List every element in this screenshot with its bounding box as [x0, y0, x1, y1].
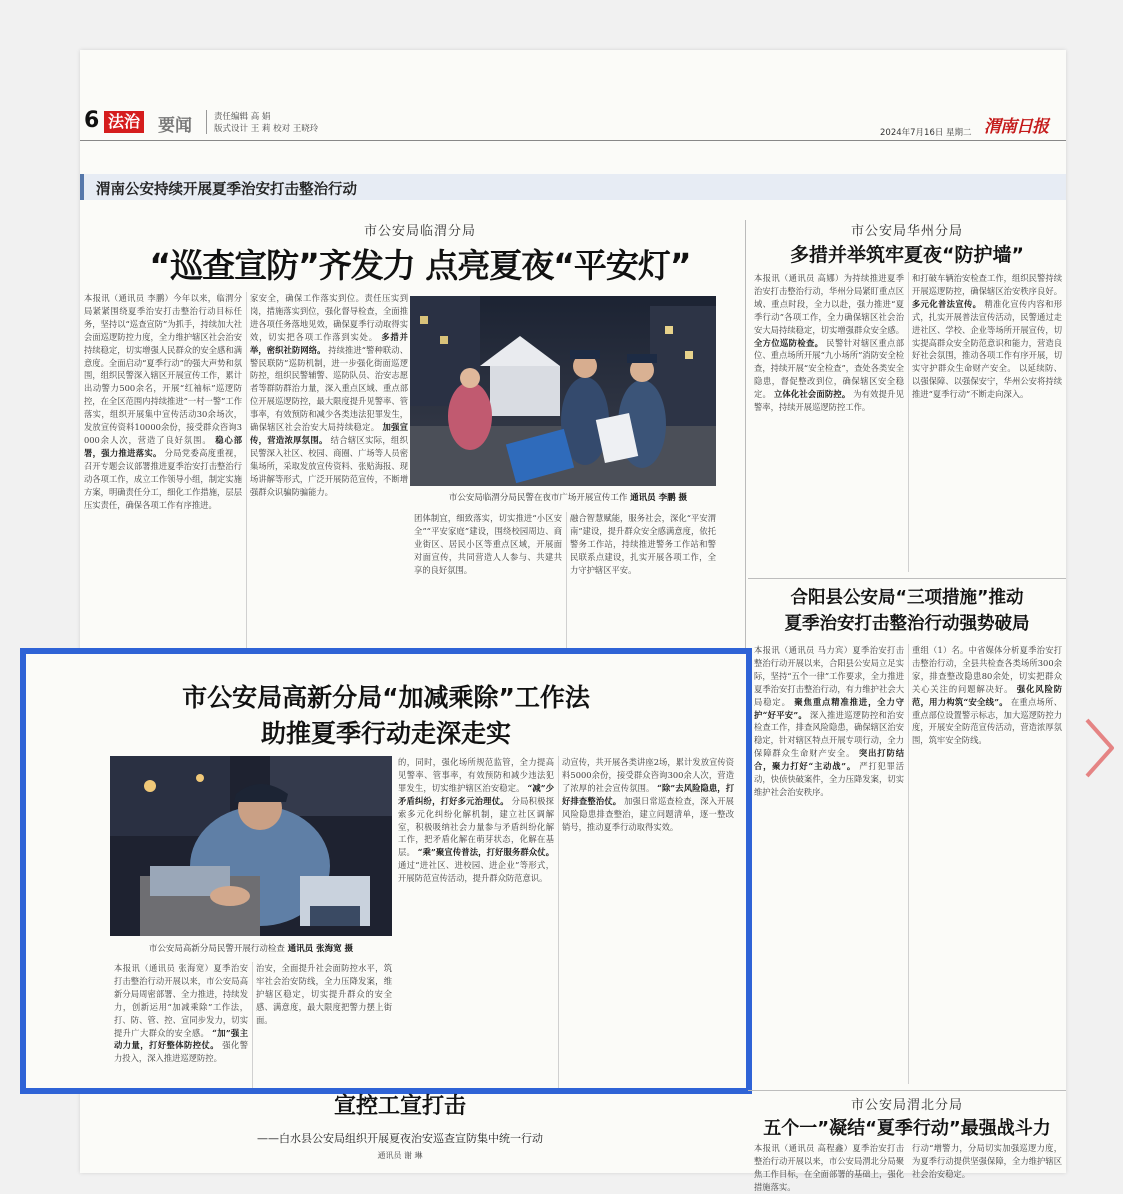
article1-col2-text-c: 结合辖区实际，组织民警深入社区、校园、商圈、广场等人员密集场所，采取发放宣传资料、张贴海报、现场讲解等形式，广泛开展防范宣传，不断增强群众识骗防骗能力。 [250, 434, 408, 497]
section-tag-secondary: 要闻 [158, 116, 192, 136]
article4-subhead-4: “除”去风险隐患，打好排查整治仗。 [562, 782, 735, 806]
article1-col2-text: 家安全，确保工作落实到位。责任压实到岗，措施落实到位，强化督导检查，全面推进各项任务落地见效，确保夏季行动取得实效，切实把各项工作落到实处。 [250, 293, 408, 342]
article1-photo-caption [420, 491, 716, 503]
article6-headline: 五个一”凝结“夏季行动”最强战斗力 [763, 1118, 1051, 1139]
article1-col2-text-b: 持续推进“警种联动、警民联防”巡防机制，进一步强化街面巡逻防控，组织民警辅警、巡防队员、治安志愿者等群防群治力量，深入重点区域、重点部位开展巡逻防控，最大限度提升见警率、管事率，有效预防和减少各类违法犯罪发生，确保辖区社会治安大局持续稳定。 [250, 344, 408, 433]
article5-subline: ——白水县公安局组织开展夏夜治安巡查宣防集中统一行动 [257, 1132, 543, 1145]
editors-line-2: 版式设计 王 莉 校对 王晓玲 [214, 124, 319, 134]
article6-col2: 行动“增警力，分局切实加强巡逻力度，为夏季行动提供坚强保障，全力维护辖区社会治安稳定。 [912, 1143, 1062, 1179]
article3-subhead-1: 聚焦重点精准推进，全力守护“好平安”。 [754, 696, 904, 720]
banner-bar [80, 174, 1066, 200]
article4-photo-caption [110, 942, 392, 954]
article1-col2 [250, 292, 408, 660]
article1-col3: 团体制宜，细致落实，切实推进“小区安全”“平安家庭”建设，围绕校园周边、商业街区、居民小区等重点区域，开展面对面宣传，共同营造人人参与、共建共享的良好氛围。 [414, 513, 562, 575]
article2-headline: 多措并举筑牢夏夜“防护墙” [790, 244, 1024, 266]
masthead-logo: 渭南日报 [984, 117, 1048, 137]
article6-kicker: 市公安局渭北分局 [850, 1098, 963, 1113]
chevron-right-icon [1083, 716, 1117, 780]
article4-col3-text: 的，同时，强化场所规范监管，全力提高见警率、管事率，有效预防和减少违法犯罪发生，切实维护辖区治安稳定。 [398, 757, 554, 793]
article1-subhead-3: 加强宣传，营造浓厚氛围。 [250, 422, 408, 445]
article4-subhead-1: “加”强主动力量，打好整体防控仗。 [114, 1027, 249, 1051]
article4-headline-2: 助推夏季行动走深走实 [260, 719, 511, 748]
article4-col4-text-b: 加强日常巡查检查，深入开展风险隐患排查整治，建立问题清单，逐一整改销号，推动夏季行动取得实效。 [562, 795, 734, 832]
article1-col1-text-b: 分局党委高度重视，召开专题会议部署推进夏季治安打击整治行动各项工作，成立工作领导小组，制定实施方案，明确责任分工，细化工作措施，层层压实责任，确保各项工作有序推进。 [84, 447, 242, 510]
article2-subhead-1: 全方位巡防检查。 [754, 337, 824, 348]
article4-col4 [562, 756, 734, 1088]
article5-headline: 宣控工宣打击 [333, 1094, 466, 1119]
article1-col1-text: 本报讯（通讯员 李鹏）今年以来，临渭分局紧紧围绕夏季治安打击整治行动目标任务，坚持以“巡查宣防”为抓手，持续加大社会面巡逻防控力度，全力维护辖区社会治安持续稳定，切实增强人民群众的安全感和满意度。全面启动“夏季行动”的强大声势和氛围，组织民警深入辖区开展宣传工作，累计出动警力500余名，开展“红袖标”巡逻防控，在全区范围内持续推进“一村一警”工作落实，组织开展集中宣传活动30余场次，发放宣传资料10000余份，接受群众咨询3000余人次，营造了良好氛围。 [84, 293, 242, 445]
article2-col1-text-c: 为有效提升见警率，持续开展巡逻防控工作。 [754, 389, 904, 413]
column-divider [908, 644, 909, 1084]
page-number: 6 [84, 108, 100, 133]
article3-subhead-3: 强化风险防范，用力构筑“安全线”。 [912, 683, 1062, 707]
section-rule [748, 578, 1066, 579]
article4-headline-1: 市公安局高新分局“加减乘除”工作法 [182, 683, 590, 712]
article1-col1 [84, 292, 242, 660]
article5-byline: 通讯员 谢 琳 [377, 1151, 423, 1160]
article2-col2-text-c: 以延续防、以强保障、以强保安宁，华州公安将持续推进“夏季行动”不断走向深入。 [912, 363, 1062, 400]
caption-author: 通讯员 张海宽 摄 [287, 944, 354, 954]
article3-headline-2: 夏季治安打击整治行动强势破局 [784, 614, 1030, 634]
article2-col2-text: 和打破车辆治安检查工作，组织民警持续开展巡逻防控，确保辖区治安秩序良好。 [912, 273, 1062, 296]
article1-photo [410, 296, 716, 486]
section-rule [748, 1090, 1066, 1091]
article4-photo [110, 756, 392, 936]
article3-col2-text-b: 在重点场所、重点部位设置警示标志，加大巡逻防控力度，开展安全防范宣传活动，营造浓厚氛围，筑牢安全防线。 [912, 696, 1062, 746]
article1-col4: 融合智慧赋能，服务社会，深化“平安渭南”建设，提升群众安全感满意度，依托警务工作站，持续推进警务工作站和警民联系点建设，扎实开展各项工作，全力守护辖区平安。 [570, 513, 716, 575]
article2-col2-text-b: 精准化宣传内容和形式，扎实开展普法宣传活动，民警通过走进社区、学校、企业等场所开展宣传，切实提高群众安全防范意识和能力，营造良好社会氛围，推动各项工作有序开展，切实守护群众生命财产安全。 [912, 298, 1062, 374]
article4-col1-text: 本报讯（通讯员 张海宽）夏季治安打击整治行动开展以来，市公安局高新分局周密部署、全力推进，持续发力，创新运用“加减乘除”工作法，打、防、管、控、宣同步发力，切实提升广大群众的安全感。 [114, 963, 248, 1038]
article1-headline: “巡查宣防”齐发力 点亮夏夜“平安灯” [149, 246, 691, 285]
article3-col1 [754, 644, 904, 1084]
article4-highlight-frame[interactable] [20, 648, 752, 1094]
article2-col1-text: 本报讯（通讯员 高娜）为持续推进夏季治安打击整治行动，华州分局紧盯重点区域、重点时段，全力以赴，强力推进“夏季行动”各项工作，全力确保辖区社会治安大局持续稳定，切实增强群众安全感。 [754, 273, 904, 335]
article1-subhead-2: 多措并举，密织社防网络。 [250, 331, 408, 355]
article4-col1 [114, 962, 248, 1088]
column-divider [558, 756, 559, 1088]
section-divider [745, 220, 746, 720]
column-divider [566, 512, 567, 662]
article2-col2 [912, 272, 1062, 572]
newspaper-page [80, 50, 1066, 1192]
column-divider [252, 962, 253, 1088]
caption-text: 市公安局临渭分局民警在夜市广场开展宣传工作 [448, 493, 628, 503]
article3-col1-text: 本报讯（通讯员 马力宾）夏季治安打击整治行动开展以来，合阳县公安局立足实际，坚持“五个一律”工作要求，全力推进夏季治安打击整治行动，有力维护社会大局稳定。 [754, 645, 904, 707]
header-divider [206, 110, 207, 134]
article3-subhead-2: 突出打防结合，聚力打好“主动战”。 [754, 748, 904, 772]
article4-subhead-2: “减”少矛盾纠纷，打好多元治理仗。 [398, 782, 555, 806]
article3-headline-1: 合阳县公安局“三项措施”推动 [790, 588, 1024, 608]
article4-col3-text-b: 分局积极探索多元化纠纷化解机制，建立社区调解室，积极吸纳社会力量参与矛盾纠纷化解工作，把矛盾化解在萌芽状态，化解在基层。 [398, 795, 554, 858]
article2-kicker: 市公安局华州分局 [850, 224, 963, 239]
article4-col1-text-b: 强化警力投入，深入推进巡逻防控。 [114, 1040, 248, 1064]
article2-subhead-2: 立体化社会面防控。 [773, 389, 851, 400]
issue-date: 2024年7月16日 星期二 [880, 128, 972, 138]
section-tag: 法治 [104, 111, 144, 133]
article4-subhead-3: “乘”聚宣传普法，打好服务群众仗。 [417, 847, 555, 858]
article4-col3-text-c: 通过“进社区、进校园、进企业”等形式，开展防范宣传活动，提升群众防范意识。 [398, 860, 554, 884]
column-divider [908, 272, 909, 572]
article2-col1-text-b: 民警针对辖区重点部位、重点场所开展“九小场所”消防安全检查，持续开展“安全检查”，查处各类安全隐患，督促整改到位，确保辖区安全稳定。 [754, 337, 904, 400]
caption-author: 通讯员 李鹏 摄 [630, 493, 688, 503]
article1-kicker: 市公安局临渭分局 [363, 224, 476, 239]
police-inspection-photo [110, 756, 392, 936]
article3-col2 [912, 644, 1062, 1084]
article2-col1 [754, 272, 904, 572]
next-page-arrow[interactable] [1080, 713, 1120, 783]
article4-col3 [398, 756, 554, 1088]
night-square-photo [410, 296, 716, 486]
article3-col1-text-c: 严打犯罪活动，快侦快破案件，全力压降发案，切实维护社会治安秩序。 [754, 761, 904, 797]
editors-line-1: 责任编辑 高 娟 [214, 112, 271, 122]
article3-col2-text: 重组（1）名。中省媒体分析夏季治安打击整治行动，全县共检查各类场所300余家，排查整改隐患80余处，切实把群众关心关注的问题解决好。 [912, 645, 1062, 694]
caption-text: 市公安局高新分局民警开展行动检查 [148, 944, 285, 954]
column-divider [246, 292, 247, 660]
article4-col2: 治安，全面提升社会面防控水平，筑牢社会治安防线，全力压降发案，维护辖区稳定，切实提升群众的安全感、满意度，最大限度把警力摆上街面。 [256, 963, 392, 1025]
article3-col1-text-b: 深入推进巡逻防控和治安检查工作，排查风险隐患，确保辖区治安稳定，针对辖区特点开展专项行动，全力保障群众生命财产安全。 [754, 709, 904, 759]
article6-col1: 本报讯（通讯员 高程鑫）夏季治安打击整治行动开展以来，市公安局渭北分局聚焦工作目标，在全面部署的基础上，强化措施落实。 [754, 1143, 904, 1192]
header-rule [80, 140, 1066, 141]
article1-subhead-1: 稳心部署，强力推进落实。 [84, 434, 242, 458]
article4-col4-text: 动宣传，共开展各类讲座2场，累计发放宣传资料5000余份，接受群众咨询300余人次，营造了浓厚的社会宣传氛围。 [562, 757, 734, 793]
banner-title: 渭南公安持续开展夏季治安打击整治行动 [96, 182, 357, 198]
article2-subhead-3: 多元化普法宣传。 [912, 298, 982, 309]
